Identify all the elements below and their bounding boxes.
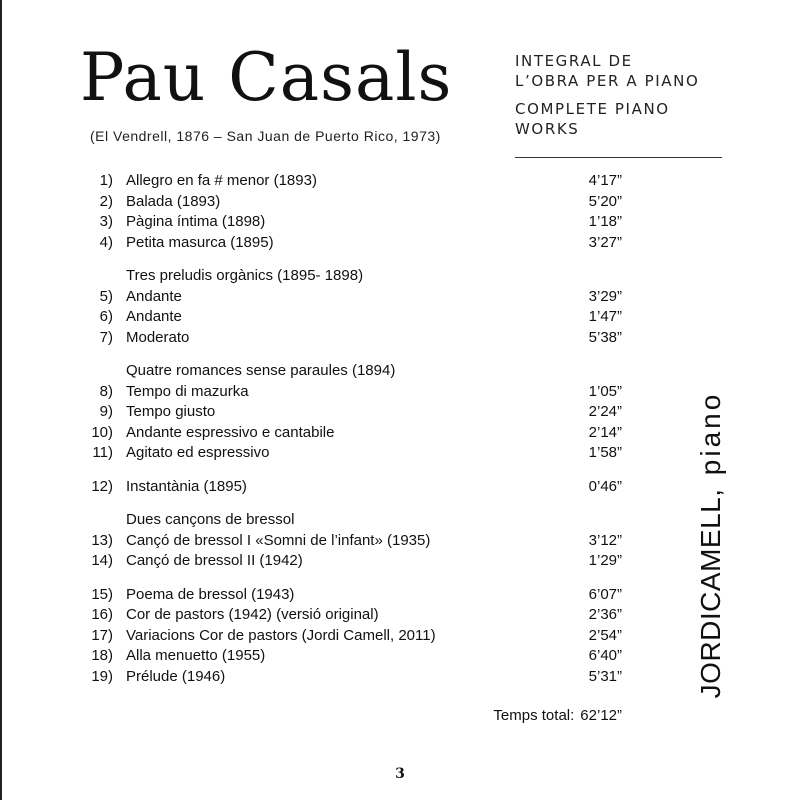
track-title: Andante espressivo e cantabile <box>126 423 335 441</box>
track-title: Prélude (1946) <box>126 667 226 685</box>
track-number: 11) <box>92 444 113 461</box>
track-duration: 2’24” <box>588 403 622 420</box>
subtitle-catalan-line-2: L’OBRA PER A PIANO <box>515 72 700 90</box>
track-title: Cançó de bressol I «Somni de l’infant» (1935) <box>126 531 431 549</box>
track-title: Petita masurca (1895) <box>126 233 274 251</box>
track-title: Pàgina íntima (1898) <box>126 213 266 230</box>
track-duration: 0’46” <box>588 477 622 495</box>
track-number: 6) <box>99 308 113 325</box>
composer-name: Pau Casals <box>80 39 453 116</box>
track-row <box>0 328 650 349</box>
track-row <box>0 423 650 444</box>
page-number: 3 <box>395 766 405 782</box>
track-row <box>0 477 650 498</box>
track-duration: 1’05” <box>588 382 622 400</box>
track-row <box>0 382 650 403</box>
subtitle-english-line-1: COMPLETE PIANO <box>515 100 670 118</box>
track-duration: 5’38” <box>588 328 622 346</box>
track-row <box>0 551 650 572</box>
track-number: 15) <box>91 585 113 603</box>
track-title: Tempo giusto <box>126 403 216 420</box>
track-row <box>0 667 650 688</box>
track-row <box>0 171 650 192</box>
track-number: 1) <box>99 172 113 189</box>
track-title: Cançó de bressol II (1942) <box>126 552 303 569</box>
track-number: 17) <box>91 626 113 644</box>
track-title: Alla menuetto (1955) <box>126 647 266 664</box>
performer-role: , piano <box>695 391 726 497</box>
track-row <box>0 531 650 552</box>
composer-lifespan: (El Vendrell, 1876 – San Juan de Puerto Rico, 1973) <box>90 128 441 144</box>
track-duration: 4’17” <box>588 172 622 189</box>
track-title: Moderato <box>126 328 190 346</box>
track-row <box>0 287 650 308</box>
track-duration: 2’36” <box>588 606 622 623</box>
track-row <box>0 402 650 423</box>
track-number: 14) <box>91 552 113 569</box>
album-subtitle <box>515 51 730 139</box>
group-heading-title: Tres preludis orgànics (1895- 1898) <box>126 267 364 284</box>
total-duration-value: 62’12” <box>580 707 622 724</box>
track-duration: 5’31” <box>588 667 622 685</box>
track-title: Balada (1893) <box>126 192 221 210</box>
track-duration: 2’54” <box>588 626 622 644</box>
track-duration: 3’29” <box>588 287 622 305</box>
track-duration: 2’14” <box>588 423 622 441</box>
track-row <box>0 443 650 464</box>
track-title: Cor de pastors (1942) (versió original) <box>126 606 379 623</box>
track-duration: 1’58” <box>588 444 622 461</box>
track-title: Instantània (1895) <box>126 477 247 495</box>
group-heading-title: Quatre romances sense paraules (1894) <box>126 362 396 379</box>
track-title: Andante <box>126 287 182 305</box>
track-title: Tempo di mazurka <box>126 382 249 400</box>
subtitle-english-line-2: WORKS <box>515 120 580 138</box>
track-number: 3) <box>99 213 113 230</box>
track-row <box>0 192 650 213</box>
track-number: 7) <box>99 328 113 346</box>
track-duration: 6’40” <box>588 647 622 664</box>
track-title: Agitato ed espressivo <box>126 444 270 461</box>
track-number: 16) <box>91 606 113 623</box>
track-row <box>0 307 650 328</box>
group-heading-title: Dues cançons de bressol <box>126 511 295 528</box>
performer-credit <box>694 392 728 699</box>
track-duration: 3’12” <box>588 531 622 549</box>
section-spacer <box>0 572 650 585</box>
track-title: Variacions Cor de pastors (Jordi Camell, 2011) <box>126 626 436 644</box>
header-divider <box>515 157 722 158</box>
track-title: Poema de bressol (1943) <box>126 585 295 603</box>
track-number: 12) <box>91 477 113 495</box>
track-duration: 5’20” <box>588 192 622 210</box>
track-number: 5) <box>99 287 113 305</box>
section-spacer <box>0 253 650 266</box>
work-group-heading <box>0 266 650 287</box>
track-row <box>0 212 650 233</box>
section-spacer <box>0 348 650 361</box>
track-row <box>0 626 650 647</box>
subtitle-catalan-line-1: INTEGRAL DE <box>515 52 633 70</box>
section-spacer <box>0 497 650 510</box>
track-title: Allegro en fa # menor (1893) <box>126 172 317 189</box>
track-number: 2) <box>99 192 113 210</box>
track-number: 18) <box>91 647 113 664</box>
work-group-heading <box>0 361 650 382</box>
track-row <box>0 233 650 254</box>
track-duration: 1’29” <box>588 552 622 569</box>
track-duration: 1’18” <box>588 213 622 230</box>
track-duration: 3’27” <box>588 233 622 251</box>
track-row <box>0 605 650 626</box>
track-number: 19) <box>91 667 113 685</box>
total-duration <box>493 706 622 726</box>
track-number: 8) <box>99 382 113 400</box>
track-number: 4) <box>99 233 113 251</box>
performer-name: JORDICAMELL <box>695 496 726 699</box>
track-row <box>0 585 650 606</box>
total-duration-label: Temps total: <box>493 707 575 724</box>
track-duration: 1’47” <box>588 308 622 325</box>
track-number: 13) <box>91 531 113 549</box>
track-title: Andante <box>126 308 182 325</box>
work-group-heading <box>0 510 650 531</box>
section-spacer <box>0 464 650 477</box>
track-duration: 6’07” <box>588 585 622 603</box>
track-row <box>0 646 650 667</box>
track-number: 9) <box>99 403 113 420</box>
track-number: 10) <box>91 423 113 441</box>
track-list <box>0 171 650 687</box>
